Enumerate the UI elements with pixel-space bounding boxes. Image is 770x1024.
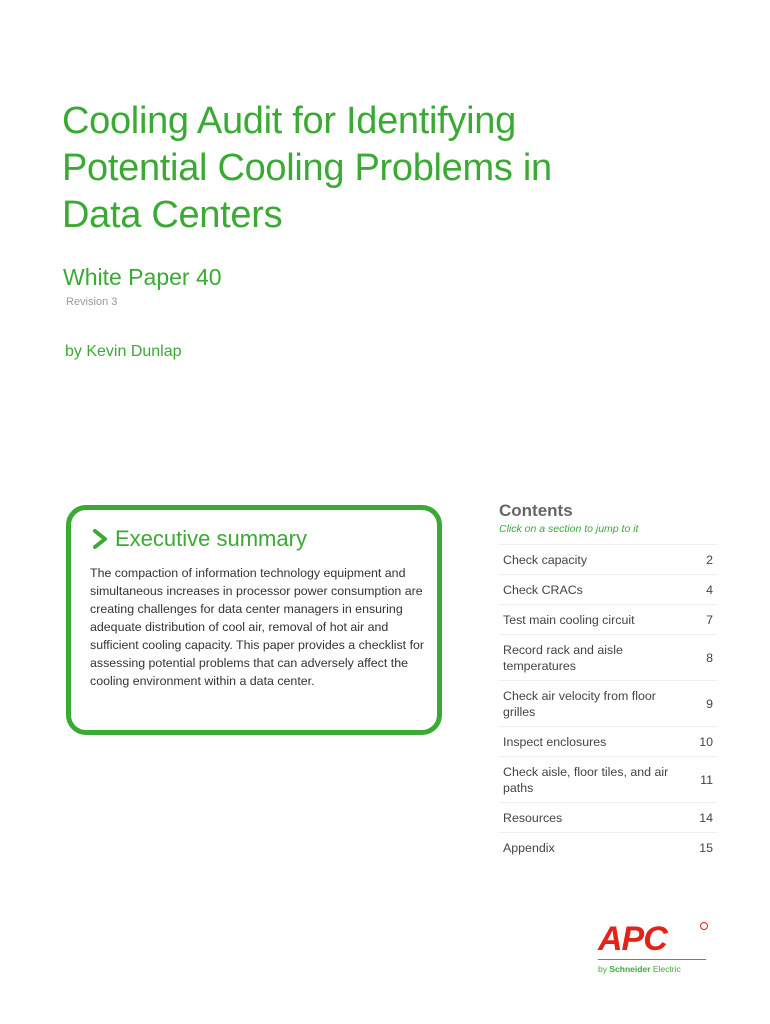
toc-item-label: Check CRACs — [503, 582, 583, 597]
toc-item-appendix[interactable] — [499, 832, 717, 862]
logo-brand: Schneider — [609, 964, 651, 974]
logo-divider — [598, 959, 706, 960]
white-paper-number: White Paper 40 — [63, 264, 222, 290]
toc-item-label: Check capacity — [503, 552, 588, 567]
table-of-contents — [499, 544, 717, 862]
toc-item-label: Test main cooling circuit — [503, 612, 635, 627]
logo-brand-suffix: Electric — [652, 964, 681, 974]
toc-item-label: Check air velocity from floor grilles — [503, 688, 656, 719]
title-line: Potential Cooling Problems in — [62, 147, 552, 189]
toc-item-page: 8 — [706, 650, 713, 665]
toc-item-page: 10 — [699, 734, 713, 749]
toc-item-test-main-cooling-circuit[interactable] — [499, 604, 717, 634]
revision-label: Revision 3 — [66, 296, 118, 308]
executive-summary-title: Executive summary — [115, 526, 307, 551]
registered-mark-icon — [700, 922, 708, 930]
toc-item-check-cracs[interactable] — [499, 574, 717, 604]
logo-by: by — [598, 964, 607, 974]
author-line: by Kevin Dunlap — [65, 343, 182, 360]
apc-schneider-logo — [598, 920, 708, 978]
chevron-right-icon — [91, 529, 109, 549]
executive-summary-box — [66, 505, 442, 735]
logo-byline — [598, 964, 681, 974]
title-line: Data Centers — [62, 194, 283, 236]
toc-item-page: 11 — [700, 772, 713, 787]
contents-hint: Click on a section to jump to it — [499, 523, 639, 535]
toc-item-page: 7 — [706, 612, 713, 627]
toc-item-resources[interactable] — [499, 802, 717, 832]
toc-item-check-air-velocity[interactable] — [499, 680, 717, 726]
logo-wordmark: APC — [598, 920, 667, 958]
toc-item-page: 9 — [706, 696, 713, 711]
document-title — [62, 98, 682, 239]
title-line: Cooling Audit for Identifying — [62, 100, 516, 142]
toc-item-label: Record rack and aisle temperatures — [503, 642, 623, 673]
toc-item-check-aisle-floor-tiles[interactable] — [499, 756, 717, 802]
toc-item-page: 15 — [699, 840, 713, 855]
executive-summary-text: The compaction of information technology equipment and simultaneous increases in processor power consumption are creating challenges for data center managers in ensuring adequate distribution of cool air, removal of hot air and sufficient cooling capacity. This paper provides a checklist for assessing potential problems that can adversely affect the cooling environment within a data center. — [90, 566, 425, 688]
toc-item-page: 2 — [706, 552, 713, 567]
toc-item-label: Check aisle, floor tiles, and air paths — [503, 764, 669, 795]
toc-item-label: Resources — [503, 810, 563, 825]
toc-item-label: Inspect enclosures — [503, 734, 607, 749]
executive-summary-heading — [91, 526, 307, 552]
toc-item-record-temperatures[interactable] — [499, 634, 717, 680]
toc-item-inspect-enclosures[interactable] — [499, 726, 717, 756]
toc-item-page: 14 — [699, 810, 713, 825]
toc-item-label: Appendix — [503, 840, 555, 855]
toc-item-page: 4 — [706, 582, 713, 597]
toc-item-check-capacity[interactable] — [499, 544, 717, 574]
contents-heading: Contents — [499, 501, 573, 520]
